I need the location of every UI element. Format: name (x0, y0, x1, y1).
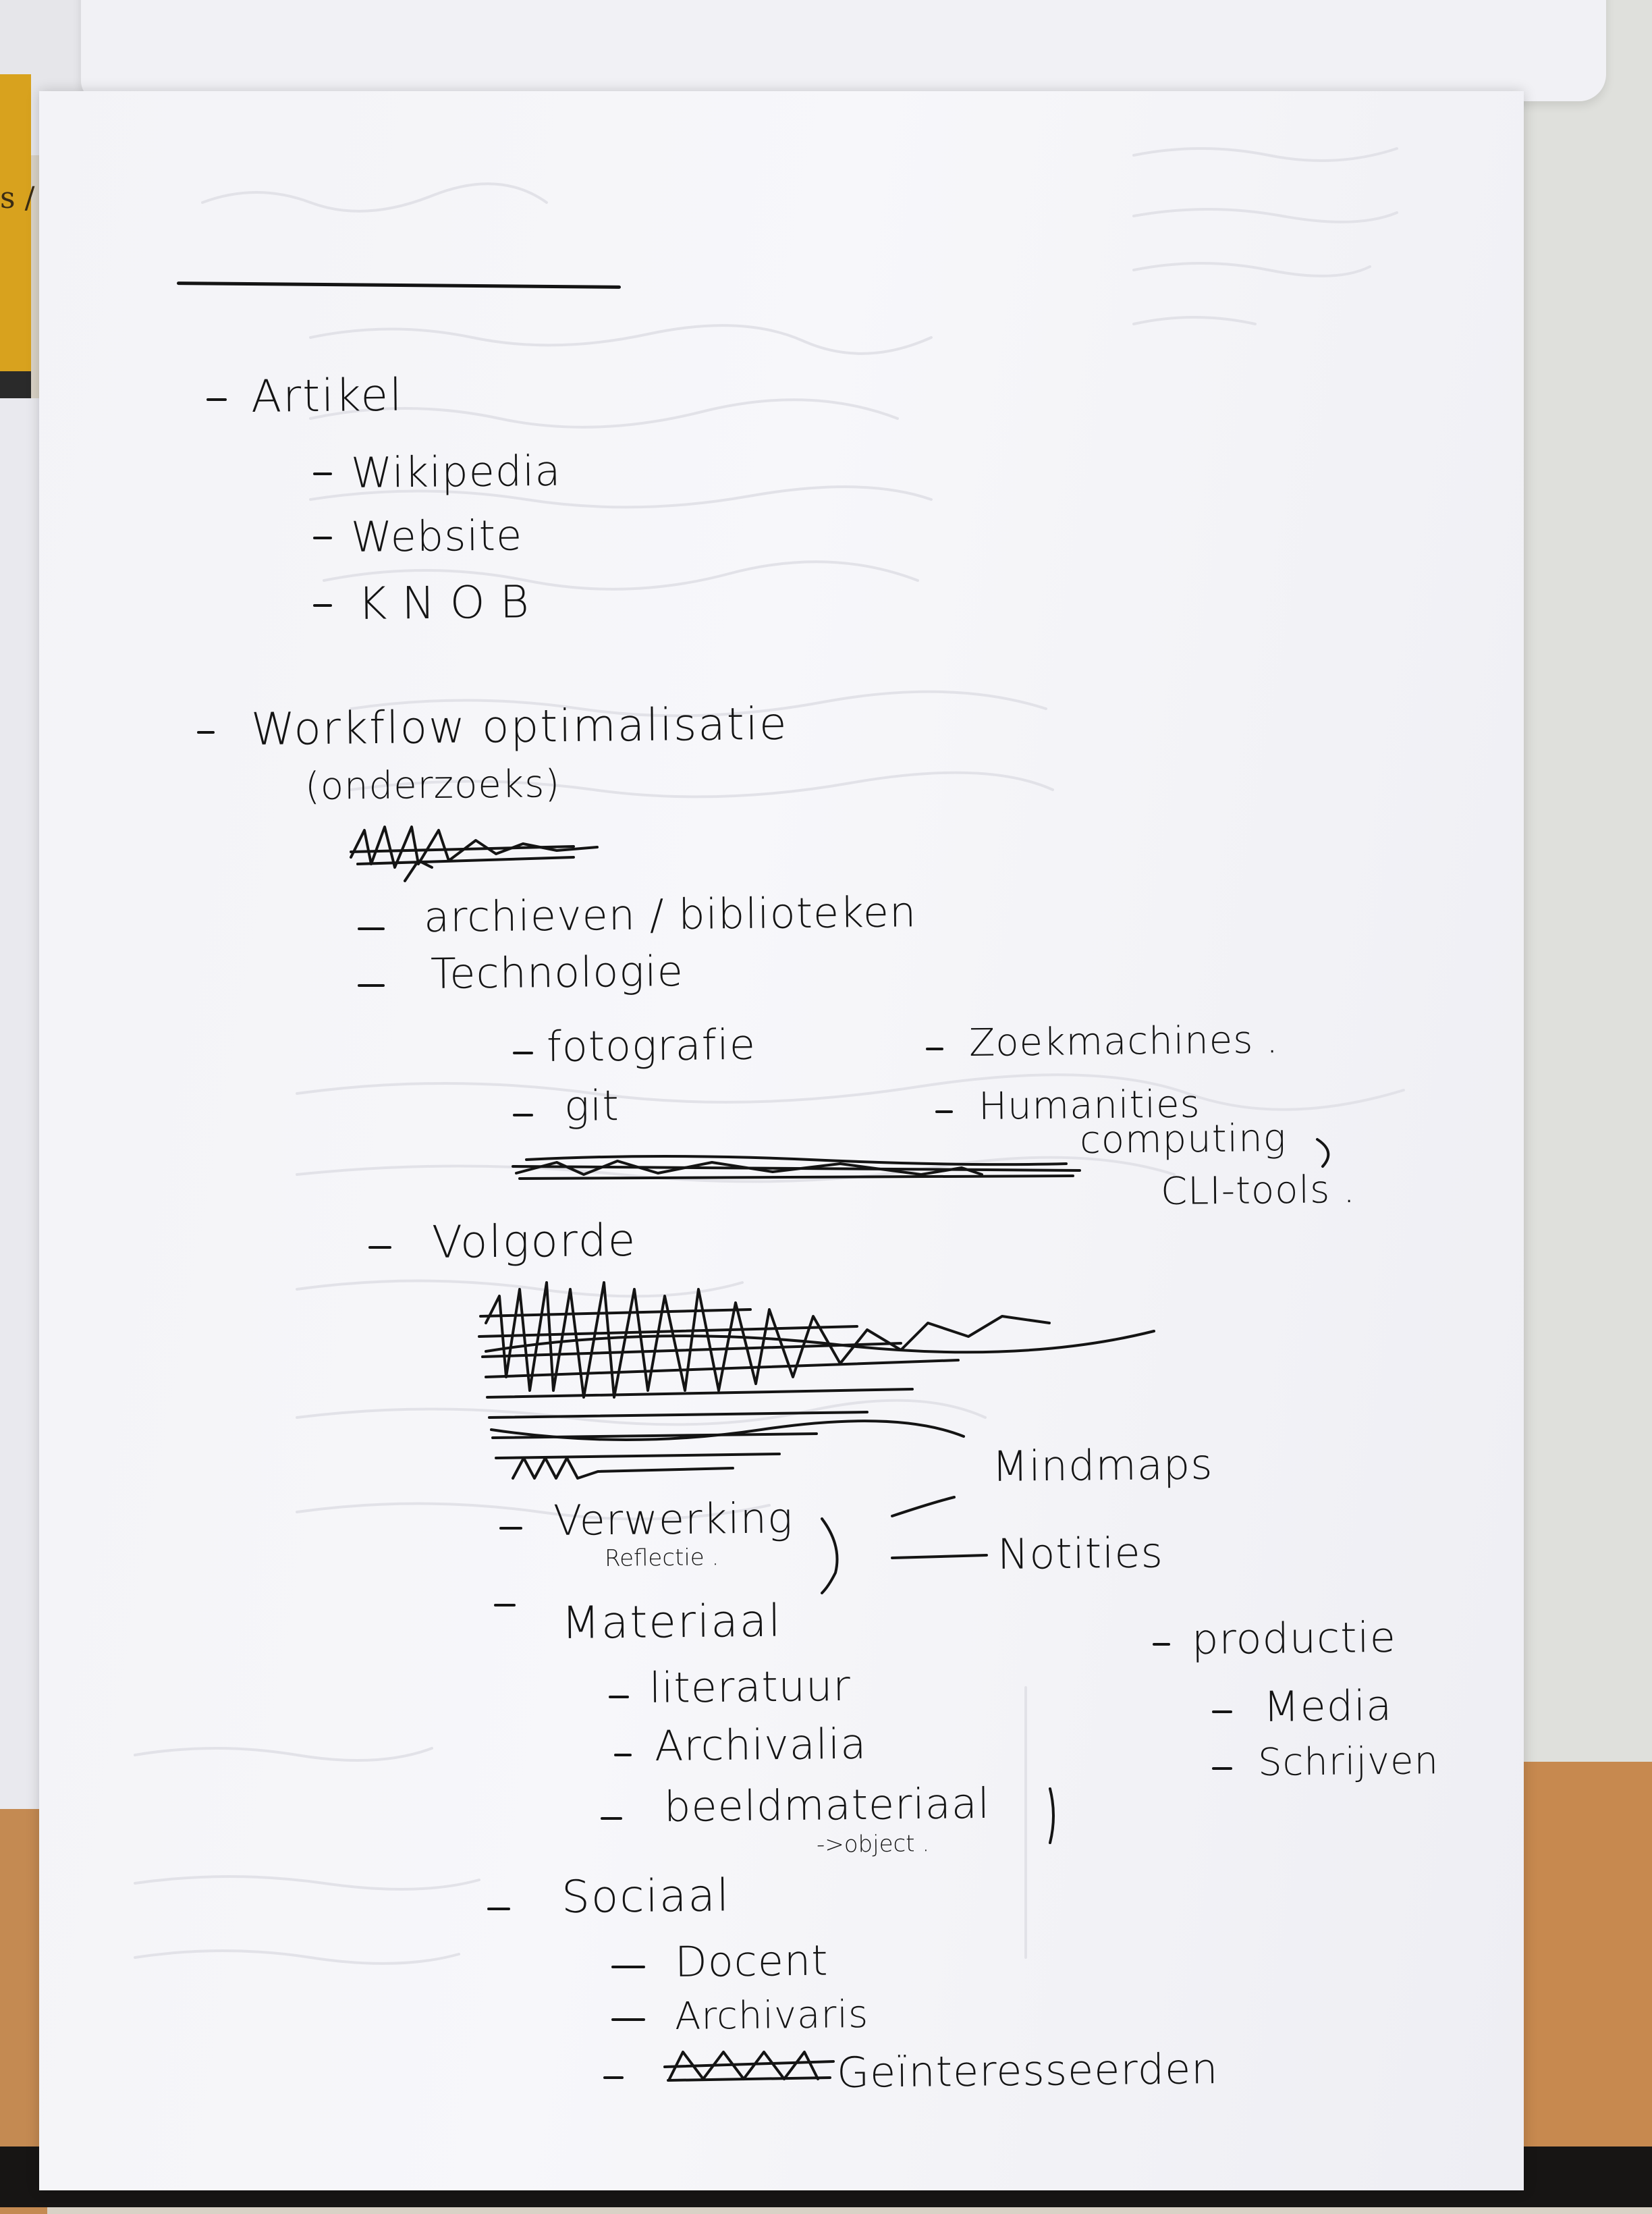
bullet-dash (358, 927, 385, 930)
bullet-dash (601, 1817, 622, 1820)
background-yellow-post (0, 74, 31, 371)
item-archieven-biblioteken: archieven / biblioteken (423, 887, 917, 942)
item-git: git (563, 1081, 620, 1131)
bullet-dash (513, 1114, 533, 1116)
item-fotografie: fotografie (546, 1019, 756, 1071)
item-geinteresseerden: Geïnteresseerden (836, 2044, 1219, 2097)
item-workflow-optimalisatie: Workflow optimalisatie (250, 697, 788, 755)
bullet-dash (494, 1604, 516, 1606)
item-technologie: Technologie (430, 946, 684, 998)
bullet-dash (603, 2076, 624, 2079)
item-wikipedia: Wikipedia (350, 446, 561, 497)
item-productie: productie (1191, 1612, 1397, 1664)
bullet-dash (313, 537, 332, 539)
item-knob: KNOB (357, 576, 545, 630)
bullet-dash (487, 1908, 510, 1910)
bullet-dash (611, 1966, 645, 1968)
bullet-dash (614, 1754, 632, 1756)
bullet-dash (313, 604, 332, 607)
item-archivaris: Archivaris (674, 1992, 869, 2039)
item-literatuur: literatuur (649, 1660, 852, 1712)
item-verwerking: Verwerking (553, 1493, 794, 1545)
bullet-dash (1212, 1767, 1232, 1770)
bullet-dash (611, 2018, 645, 2021)
bullet-dash (197, 731, 215, 734)
item-cli-tools: CLI-tools . (1160, 1167, 1356, 1214)
bullet-dash (206, 398, 227, 401)
item-archivalia: Archivalia (654, 1719, 867, 1771)
item-volgorde: Volgorde (431, 1214, 637, 1268)
background-cut-off-text: s / (0, 181, 35, 215)
item-beeldmateriaal: beeldmateriaal (663, 1778, 991, 1831)
item-media: Media (1263, 1680, 1393, 1731)
item-zoekmachines: Zoekmachines . (968, 1018, 1279, 1065)
background-dark-post (0, 371, 31, 398)
item-notities: Notities (997, 1528, 1164, 1579)
item-docent: Docent (674, 1935, 829, 1987)
bullet-dash (313, 473, 332, 475)
bullet-dash (1153, 1643, 1170, 1646)
item-mindmaps: Mindmaps (991, 1439, 1213, 1491)
item-onderzoeks: (onderzoeks) (304, 762, 561, 809)
bullet-dash (926, 1048, 943, 1050)
bullet-dash (368, 1246, 391, 1249)
item-reflectie: Reflectie . (604, 1544, 719, 1572)
item-humanities: Humanities (978, 1082, 1201, 1129)
bullet-dash (358, 984, 385, 987)
bullet-dash (513, 1052, 533, 1054)
bullet-dash (1212, 1710, 1232, 1713)
item-object: ->object . (816, 1830, 930, 1858)
flipped-sheet-edge (81, 0, 1606, 101)
item-computing: computing (1079, 1116, 1287, 1162)
item-materiaal: Materiaal (561, 1594, 782, 1649)
item-schrijven: Schrijven (1257, 1739, 1439, 1785)
item-artikel: Artikel (250, 369, 404, 423)
item-website: Website (350, 510, 523, 562)
item-sociaal: Sociaal (561, 1869, 731, 1923)
bullet-dash (499, 1527, 522, 1530)
bullet-dash (935, 1110, 953, 1113)
bullet-dash (609, 1696, 629, 1698)
